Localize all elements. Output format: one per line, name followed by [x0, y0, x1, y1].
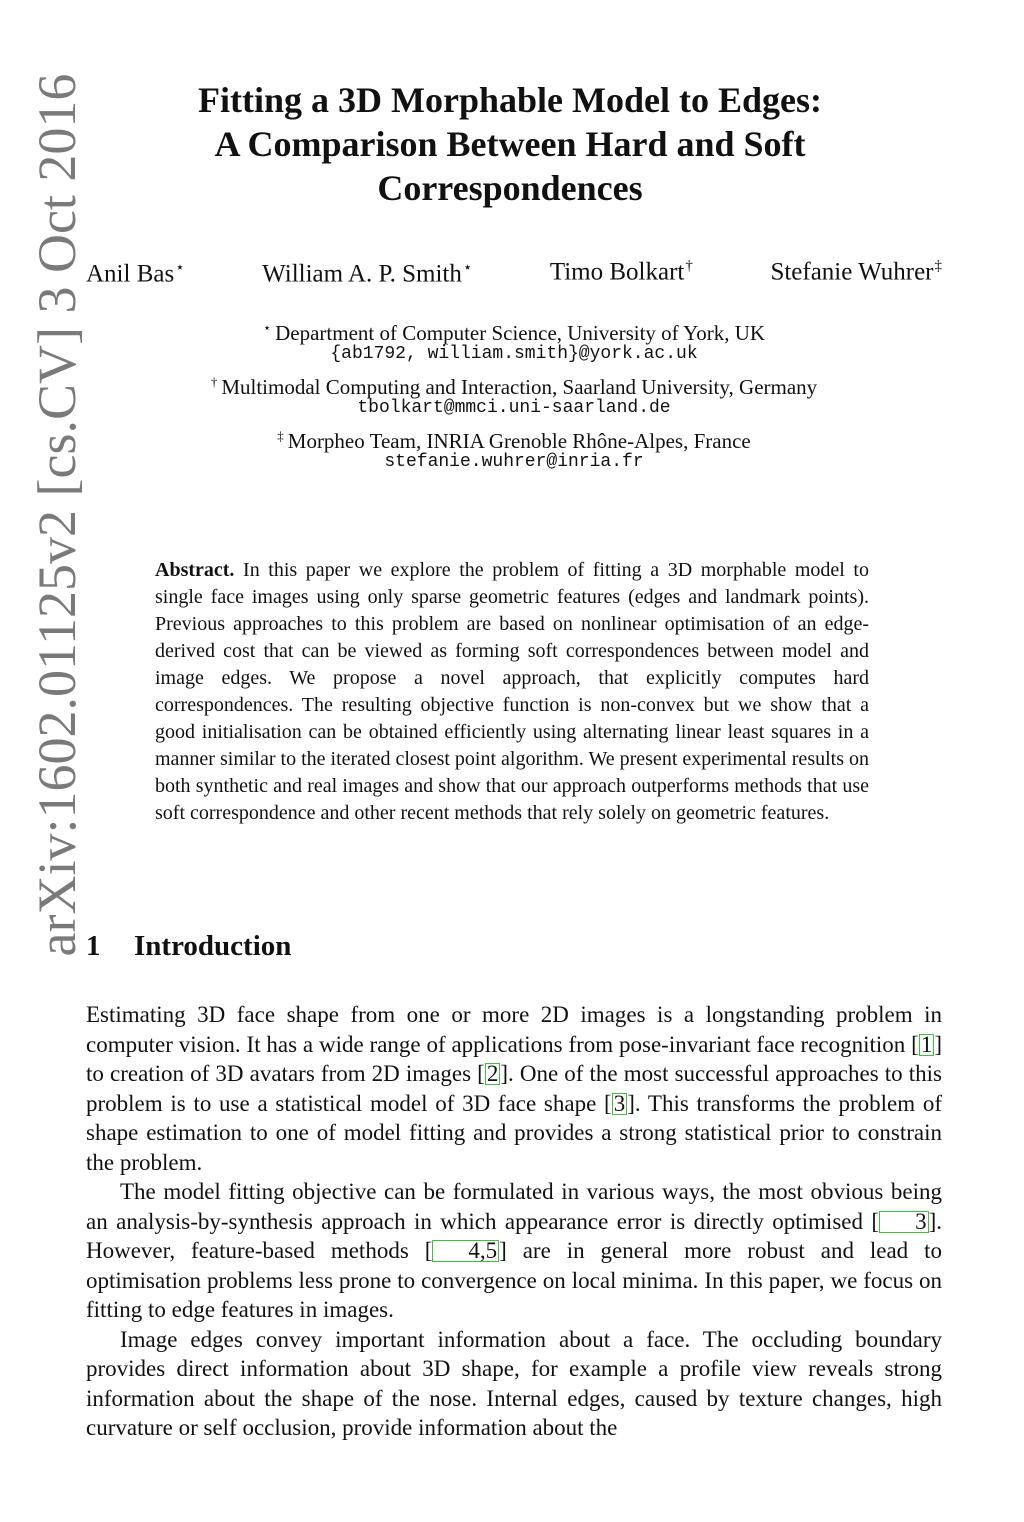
affiliations: [90, 314, 938, 476]
citation-link[interactable]: 2: [486, 1061, 499, 1086]
affiliation-saarland: † Multimodal Computing and Interaction, Saarland University, Germany: [210, 374, 818, 399]
citation-link[interactable]: 3: [613, 1090, 626, 1116]
email-saarland[interactable]: tbolkart@mmci.uni-saarland.de: [357, 398, 671, 418]
title-line-3: Correspondences: [377, 168, 643, 208]
citation-link[interactable]: 3: [879, 1211, 929, 1233]
arxiv-sidebar: [22, 73, 92, 957]
author-list: [86, 258, 942, 288]
email-york[interactable]: {ab1792, william.smith}@york.ac.uk: [330, 344, 698, 364]
abstract-label: Abstract.: [155, 559, 235, 581]
author: Stefanie Wuhrer‡: [770, 258, 942, 286]
section-number: 1: [86, 930, 101, 962]
abstract-text: In this paper we explore the problem of fitting a 3D morphable model to single face images using only sparse geometric features (edges and landmark points). Previous approaches to this problem are based on nonlinear optimisation of an edge-derived cost that can be viewed as forming soft correspondences between model and image edges. We propose a novel approach, that explicitly computes hard correspondences. The resulting objective function is non-convex but we show that a good initialisation can be obtained efficiently using alternating linear least squares in a manner similar to the iterated closest point algorithm. We present experimental results on both synthetic and real images and show that our approach outperforms methods that use soft correspondence and other recent methods that rely solely on geometric features.: [155, 559, 869, 824]
author: William A. P. Smith⋆: [262, 260, 473, 288]
title-line-1: Fitting a 3D Morphable Model to Edges:: [198, 80, 822, 120]
title-line-2: A Comparison Between Hard and Soft: [214, 124, 806, 164]
author: Anil Bas⋆: [86, 260, 185, 288]
author: Timo Bolkart†: [549, 258, 693, 286]
paragraph: Estimating 3D face shape from one or more 2D images is a longstanding problem in computer vision. It has a wide range of applications from pose-invariant face recognition [1] to creation of 3D avatars from 2D images [2]. One of the most successful approaches to this problem is to use a statistical model of 3D face shape [3]. This transforms the problem of shape estimation to one of model fitting and provides a strong statistical prior to constrain the problem.: [86, 1002, 943, 1175]
section-heading: [86, 930, 291, 963]
affiliation-york: ⋆ Department of Computer Science, University of York, UK: [262, 320, 766, 345]
introduction-body: [86, 1000, 942, 1443]
arxiv-identifier: arXiv:1602.01125v2 [cs.CV] 3 Oct 2016: [27, 73, 87, 957]
paragraph: The model fitting objective can be formulated in various ways, the most obvious being an analysis-by-synthesis approach in which appearance error is directly optimised [ 3]. However, feature-based methods [ 4,5] are in general more robust and lead to optimisation problems less prone to convergence on local minima. In this paper, we focus on fitting to edge features in images.: [86, 1179, 942, 1322]
paper-title: [120, 78, 900, 210]
paragraph: Image edges convey important information about a face. The occluding boundary provides direct information about 3D shape, for example a profile view reveals strong information about the shape of the nose. Internal edges, caused by texture changes, high curvature or self occlusion, provide information about the: [86, 1326, 942, 1440]
abstract: [155, 557, 869, 827]
affiliation-inria: ‡ Morpheo Team, INRIA Grenoble Rhône-Alpes, France: [277, 428, 751, 453]
email-inria[interactable]: stefanie.wuhrer@inria.fr: [384, 452, 644, 472]
citation-link[interactable]: 1: [920, 1031, 933, 1057]
section-title: Introduction: [134, 930, 292, 962]
citation-link[interactable]: 4,5: [432, 1240, 499, 1262]
